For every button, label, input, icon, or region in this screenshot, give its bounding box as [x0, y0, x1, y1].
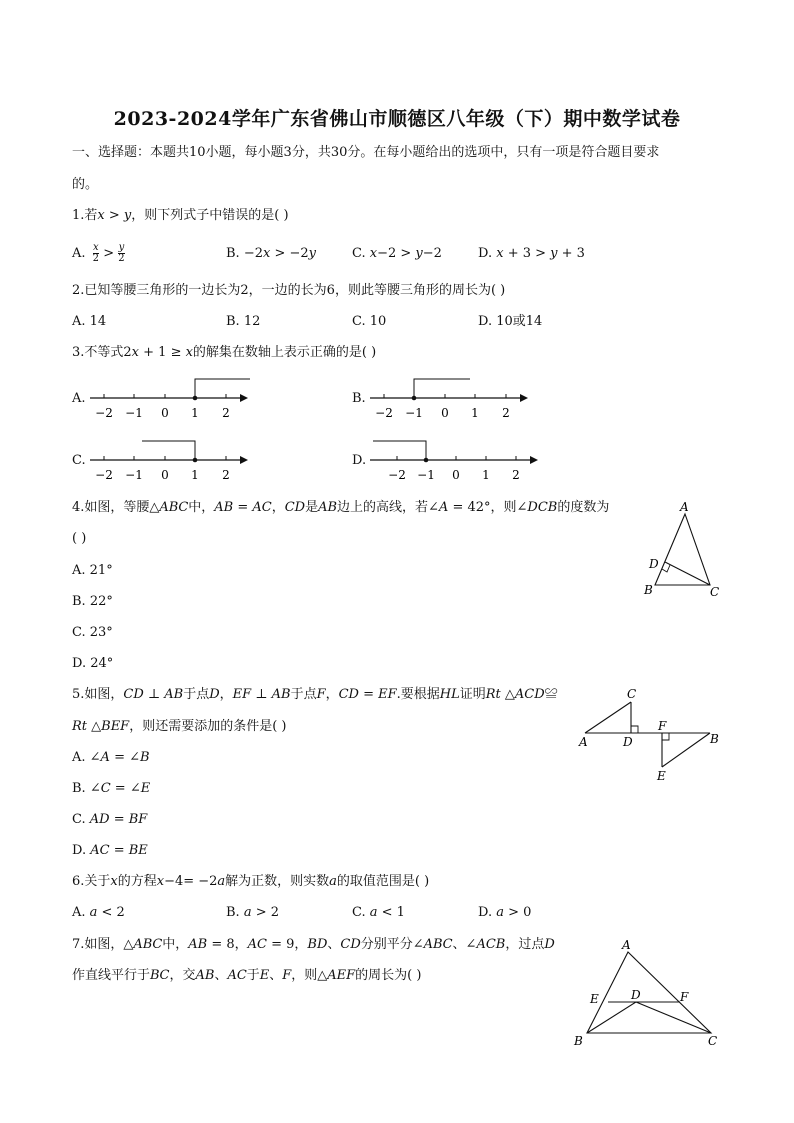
- tick-label: 1: [471, 406, 479, 420]
- tick-label: 0: [161, 406, 169, 420]
- q4-option-d: D. 24°: [72, 656, 114, 671]
- svg-text:E: E: [657, 769, 666, 783]
- q5-figure: [575, 685, 730, 785]
- tick-label: 2: [502, 406, 510, 420]
- q3-numberline-a: [90, 370, 260, 425]
- q3-numberline-d: [370, 432, 545, 487]
- q1-a-label: A.: [72, 246, 86, 261]
- q1-a-frac2: 𝑦 2: [118, 242, 125, 264]
- q5-stem-line2: 𝑅𝑡 △𝐵𝐸𝐹，则还需要添加的条件是( ): [72, 719, 287, 734]
- tick-label: −2: [95, 406, 113, 420]
- q3-option-a-label: A.: [72, 391, 86, 406]
- q5-stem-line1: 5.如图，𝐶𝐷 ⊥ 𝐴𝐵于点𝐷，𝐸𝐹 ⊥ 𝐴𝐵于点𝐹，𝐶𝐷 = 𝐸𝐹.要根据𝐻𝐿证明𝑅𝑡 △𝐴𝐶𝐷≌: [72, 687, 558, 702]
- svg-text:A: A: [680, 500, 689, 514]
- tick-label: −1: [405, 406, 423, 420]
- q3-option-d-label: D.: [352, 453, 367, 468]
- q6-option-a: A. 𝑎 < 2: [72, 905, 125, 920]
- q3-numberline-c: [90, 432, 260, 487]
- tick-label: −2: [95, 468, 113, 482]
- q1-option-d: D. 𝑥 + 3 > 𝑦 + 3: [478, 246, 585, 261]
- q7-triangle-figure: [570, 932, 730, 1052]
- q7-stem-line1: 7.如图，△𝐴𝐵𝐶中，𝐴𝐵 = 8，𝐴𝐶 = 9，𝐵𝐷、𝐶𝐷分别平分∠𝐴𝐵𝐶、∠𝐴𝐶𝐵，过点𝐷: [72, 937, 555, 952]
- page-title: 2023-2024学年广东省佛山市顺德区八年级（下）期中数学试卷: [113, 108, 681, 130]
- q4-stem: 4.如图，等腰△𝐴𝐵𝐶中，𝐴𝐵 = 𝐴𝐶，𝐶𝐷是𝐴𝐵边上的高线，若∠𝐴 = 42°，则∠𝐷𝐶𝐵的度数为: [72, 500, 610, 515]
- section-heading-cont: 的。: [72, 177, 99, 192]
- q1-option-a: A. 𝑥 2 > 𝑦 2: [72, 242, 125, 264]
- svg-text:B: B: [574, 1034, 583, 1048]
- svg-text:B: B: [644, 583, 653, 597]
- svg-text:D: D: [649, 557, 659, 571]
- q1-a-frac1: 𝑥 2: [92, 242, 100, 264]
- svg-text:A: A: [579, 735, 588, 749]
- q4-paren: ( ): [72, 531, 87, 546]
- tick-label: −1: [417, 468, 435, 482]
- section-heading: 一、选择题：本题共10小题，每小题3分，共30分。在每小题给出的选项中，只有一项是符合题目要求: [72, 145, 660, 160]
- svg-text:F: F: [680, 990, 689, 1004]
- tick-label: 0: [441, 406, 449, 420]
- q3-stem: 3.不等式2𝑥 + 1 ≥ 𝑥的解集在数轴上表示正确的是( ): [72, 345, 377, 360]
- svg-text:A: A: [622, 938, 631, 952]
- q6-option-c: C. 𝑎 < 1: [352, 905, 405, 920]
- svg-text:F: F: [658, 719, 667, 733]
- tick-label: −2: [375, 406, 393, 420]
- q3-option-c-label: C.: [72, 453, 86, 468]
- q2-option-a: A. 14: [72, 314, 107, 329]
- q3-option-b-label: B.: [352, 391, 366, 406]
- q2-option-c: C. 10: [352, 314, 387, 329]
- svg-text:D: D: [631, 988, 641, 1002]
- tick-label: 0: [452, 468, 460, 482]
- q5-option-a: A. ∠𝐴 = ∠𝐵: [72, 750, 150, 765]
- tick-label: −1: [125, 406, 143, 420]
- q3-numberline-b: [370, 370, 540, 425]
- svg-text:C: C: [710, 585, 720, 599]
- q5-option-d: D. 𝐴𝐶 = 𝐵𝐸: [72, 843, 148, 858]
- q4-option-b: B. 22°: [72, 594, 113, 609]
- q7-stem-line2: 作直线平行于𝐵𝐶，交𝐴𝐵、𝐴𝐶于𝐸、𝐹，则△𝐴𝐸𝐹的周长为( ): [72, 968, 422, 983]
- tick-label: −1: [125, 468, 143, 482]
- svg-text:C: C: [708, 1034, 718, 1048]
- q6-option-b: B. 𝑎 > 2: [226, 905, 279, 920]
- tick-label: 2: [222, 468, 230, 482]
- svg-text:B: B: [710, 732, 719, 746]
- q1-option-b: B. −2𝑥 > −2𝑦: [226, 246, 316, 261]
- tick-label: 0: [161, 468, 169, 482]
- q2-option-b: B. 12: [226, 314, 261, 329]
- q4-option-a: A. 21°: [72, 563, 113, 578]
- q6-option-d: D. 𝑎 > 0: [478, 905, 532, 920]
- tick-label: 1: [482, 468, 490, 482]
- q6-stem: 6.关于𝑥的方程𝑥−4= −2𝑎解为正数，则实数𝑎的取值范围是( ): [72, 874, 430, 889]
- tick-label: 2: [222, 406, 230, 420]
- q5-option-b: B. ∠𝐶 = ∠𝐸: [72, 781, 151, 796]
- tick-label: 2: [512, 468, 520, 482]
- q4-option-c: C. 23°: [72, 625, 113, 640]
- q5-option-c: C. 𝐴𝐷 = 𝐵𝐹: [72, 812, 148, 827]
- svg-text:E: E: [590, 992, 599, 1006]
- svg-text:D: D: [623, 735, 633, 749]
- svg-text:C: C: [627, 687, 637, 701]
- q1-stem: 1.若𝑥 > 𝑦，则下列式子中错误的是( ): [72, 208, 289, 223]
- q1-option-c: C. 𝑥−2 > 𝑦−2: [352, 246, 442, 261]
- q2-option-d: D. 10或14: [478, 314, 543, 329]
- tick-label: −2: [388, 468, 406, 482]
- q2-stem: 2.已知等腰三角形的一边长为2，一边的长为6，则此等腰三角形的周长为( ): [72, 283, 506, 298]
- q4-triangle-figure: [630, 495, 730, 605]
- tick-label: 1: [191, 468, 199, 482]
- tick-label: 1: [191, 406, 199, 420]
